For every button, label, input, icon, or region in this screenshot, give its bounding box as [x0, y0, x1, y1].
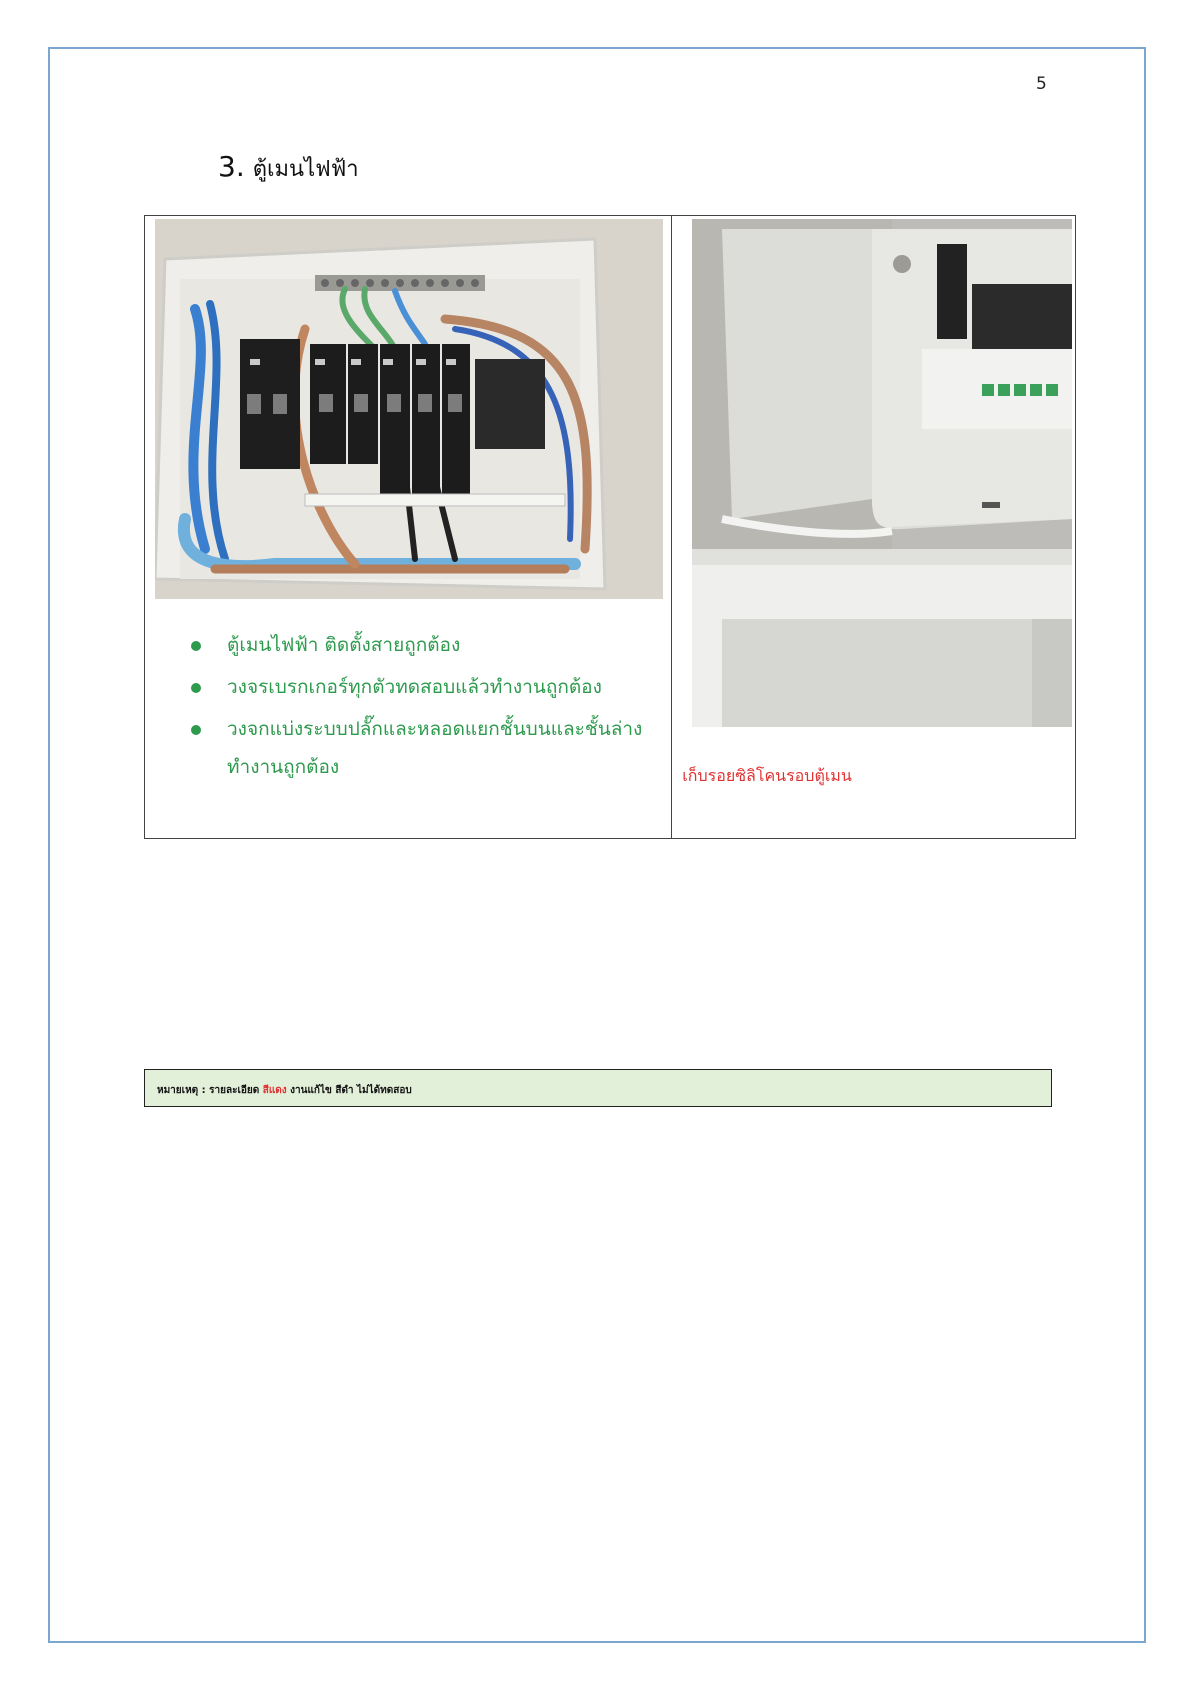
legend-note — [144, 1069, 1052, 1107]
bullet-list — [189, 626, 669, 790]
note-rest: งานแก้ไข สีดำ ไม่ได้ทดสอบ — [290, 1085, 412, 1096]
section-heading — [218, 150, 359, 186]
panel-cover-photo — [692, 219, 1072, 727]
right-cell — [672, 216, 1076, 839]
bullet-dot-icon — [191, 725, 201, 735]
list-item: วงจกแบ่งระบบปลั๊กและหลอดแยกชั้นบนและชั้นล่างทำงานถูกต้อง — [189, 710, 669, 786]
section-number: 3. — [218, 150, 245, 183]
section-title: ตู้เมนไฟฟ้า — [252, 157, 359, 182]
page-number: 5 — [1036, 74, 1047, 94]
bullet-dot-icon — [191, 641, 201, 651]
bullet-dot-icon — [191, 683, 201, 693]
inspection-table — [144, 215, 1076, 839]
list-item: วงจรเบรกเกอร์ทุกตัวทดสอบแล้วทำงานถูกต้อง — [189, 668, 669, 706]
cover-caption: เก็บรอยซิลิโคนรอบตู้เมน — [682, 766, 852, 785]
breaker-panel-photo — [155, 219, 663, 599]
note-prefix: หมายเหตุ : รายละเอียด — [157, 1085, 260, 1096]
left-cell — [145, 216, 672, 839]
list-item: ตู้เมนไฟฟ้า ติดตั้งสายถูกต้อง — [189, 626, 669, 664]
note-red-label: สีแดง — [262, 1085, 287, 1096]
